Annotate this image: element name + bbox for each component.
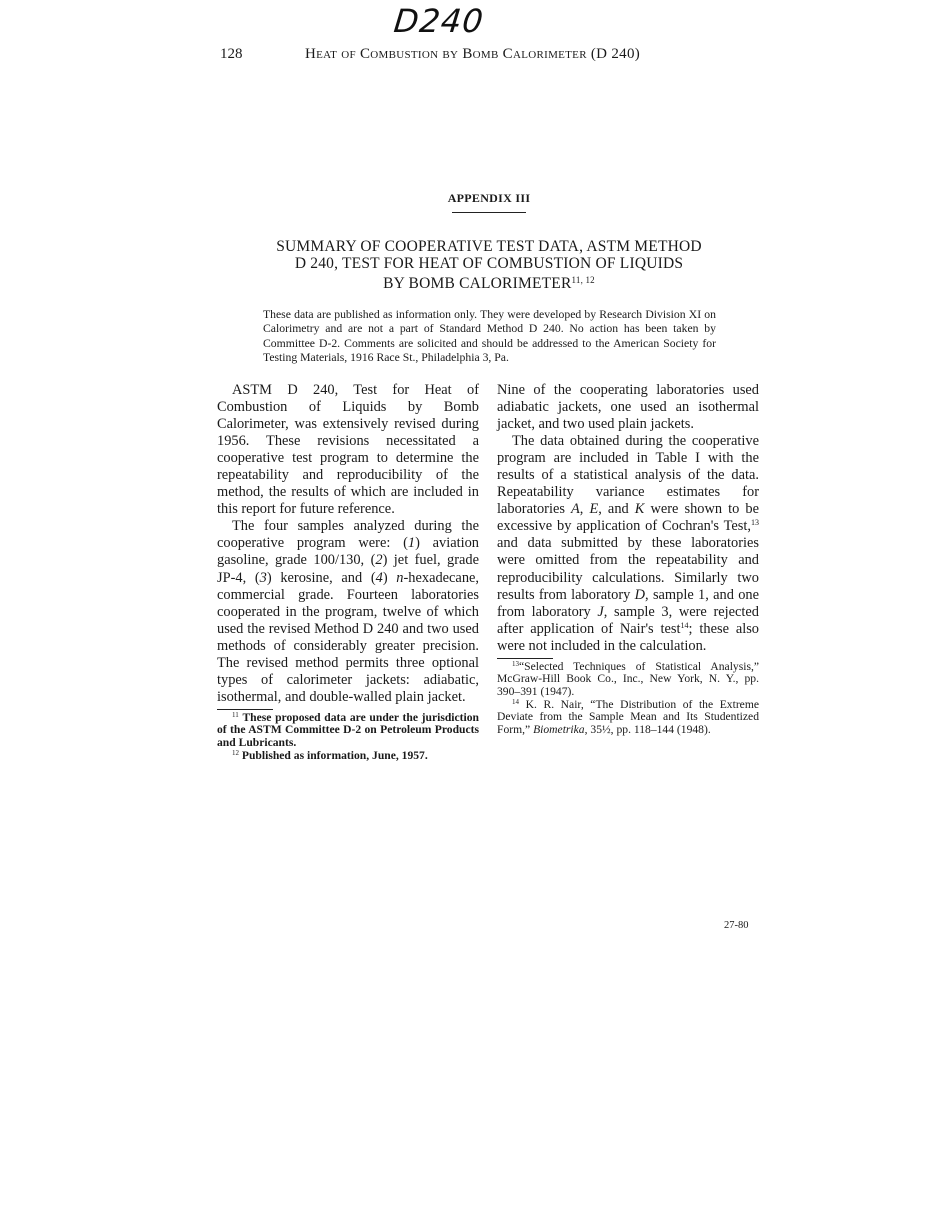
running-title: Heat of Combustion by Bomb Calorimeter (D 240) — [305, 46, 641, 62]
left-column — [217, 382, 479, 762]
footnote-text: , 35½, pp. 118–144 (1948). — [584, 722, 711, 736]
text-run: , and — [598, 501, 635, 518]
footnote-14 — [497, 699, 759, 737]
body-paragraph-3 — [497, 433, 759, 655]
footnote-text: K. R. Nair, “The Distribution of the Extreme Deviate from the Sample Mean and Its Studentized Form,” — [497, 697, 759, 736]
footnote-ref: 14 — [680, 620, 689, 630]
footnote-ref: 13 — [751, 518, 759, 528]
title-line-3-text: BY BOMB CALORIMETER — [383, 275, 572, 292]
appendix-heading: APPENDIX III — [447, 191, 531, 205]
journal-name: Biometrika — [533, 722, 585, 736]
laboratory-label: K — [634, 501, 645, 518]
laboratory-label: E — [589, 501, 599, 518]
footnote-number: 13 — [512, 659, 519, 668]
title-line-1: SUMMARY OF COOPERATIVE TEST DATA, ASTM METHOD — [276, 238, 702, 255]
text-run: The data obtained during the cooperative program are included in Table I with the results of a statistical analysis of the data. Repeatability variance estimates for laboratories — [497, 433, 759, 518]
item-number: 2 — [375, 552, 383, 569]
footnote-number: 12 — [232, 748, 239, 757]
text-run: ; these also were not included in the calculation. — [497, 620, 760, 654]
text-run: ) jet fuel, grade JP-4, ( — [217, 552, 479, 586]
footnote-13 — [497, 661, 759, 699]
italic-prefix: n — [396, 569, 404, 586]
text-run: ) kerosine, and ( — [266, 569, 376, 586]
title-line-2: D 240, TEST FOR HEAT OF COMBUSTION OF LIQUIDS — [294, 255, 684, 272]
text-run: were shown to be excessive by application of Cochran's Test, — [497, 501, 759, 535]
footnote-number: 14 — [512, 697, 519, 706]
right-column — [497, 382, 759, 736]
laboratory-label: J — [597, 603, 604, 620]
heading-rule — [452, 212, 526, 213]
handwritten-annotation: D240 — [392, 2, 486, 40]
footnote-rule — [497, 658, 553, 659]
text-run: and data submitted by these laboratories were omitted from the repeatability and reproducibility calculations. Similarly two results from laboratory — [497, 535, 759, 603]
item-number: 1 — [407, 535, 416, 552]
body-paragraph-2 — [217, 518, 479, 706]
item-number: 4 — [375, 569, 383, 586]
title-footnote-refs: 11, 12 — [571, 275, 595, 285]
footnote-text: These proposed data are under the jurisdiction of the ASTM Committee D-2 on Petroleum Products and Lubricants. — [217, 710, 479, 750]
item-number: 3 — [259, 569, 267, 586]
footnote-text: Published as information, June, 1957. — [241, 748, 428, 762]
body-paragraph-2-continued: Nine of the cooperating laboratories used adiabatic jackets, one used an isothermal jacket, and two used plain jackets. — [497, 382, 759, 433]
laboratory-label: D — [634, 586, 646, 603]
title-line-3 — [0, 272, 950, 292]
page-number: 128 — [220, 46, 243, 62]
footnote-text: “Selected Techniques of Statistical Analysis,” McGraw-Hill Book Co., Inc., New York, N. Y., pp. 390–391 (1947). — [497, 659, 759, 698]
document-title — [0, 238, 950, 292]
text-run: , sample 3, were rejected after application of Nair's test — [497, 603, 759, 637]
editorial-note: These data are published as information only. They were developed by Research Division XI on Calorimetry and are not a part of Standard Method D 240. No action has been taken by Committee D-2. Comments are solicited and should be addressed to the American Society for Testing Materials, 1916 Race St., Philadelphia 3, Pa. — [263, 308, 716, 364]
footnote-12 — [217, 750, 479, 763]
text-run: , sample 1, and one from laboratory — [497, 586, 759, 620]
text-run: The four samples analyzed during the cooperative program were: ( — [217, 518, 479, 552]
footnote-rule — [217, 709, 273, 710]
footnote-number: 11 — [232, 710, 239, 719]
text-run: , — [579, 501, 590, 518]
text-run: ) aviation gasoline, grade 100/130, ( — [217, 535, 479, 569]
text-run: -hexadecane, commercial grade. Fourteen laboratories cooperated in the program, twelve of which used the revised Method D 240 and two used methods of considerably greater precision. The revised method permits three optional types of calorimeter jackets: adiabatic, isothermal, and double-walled plain jacket. — [217, 569, 479, 705]
page-code: 27-80 — [724, 920, 749, 931]
body-paragraph-1: ASTM D 240, Test for Heat of Combustion of Liquids by Bomb Calorimeter, was extensively revised during 1956. These revisions necessitated a cooperative test program to determine the repeatability and reproducibility of the method, the results of which are included in this report for future reference. — [217, 382, 479, 518]
text-run: ) — [382, 569, 397, 586]
laboratory-label: A — [571, 501, 580, 518]
footnote-11 — [217, 712, 479, 750]
